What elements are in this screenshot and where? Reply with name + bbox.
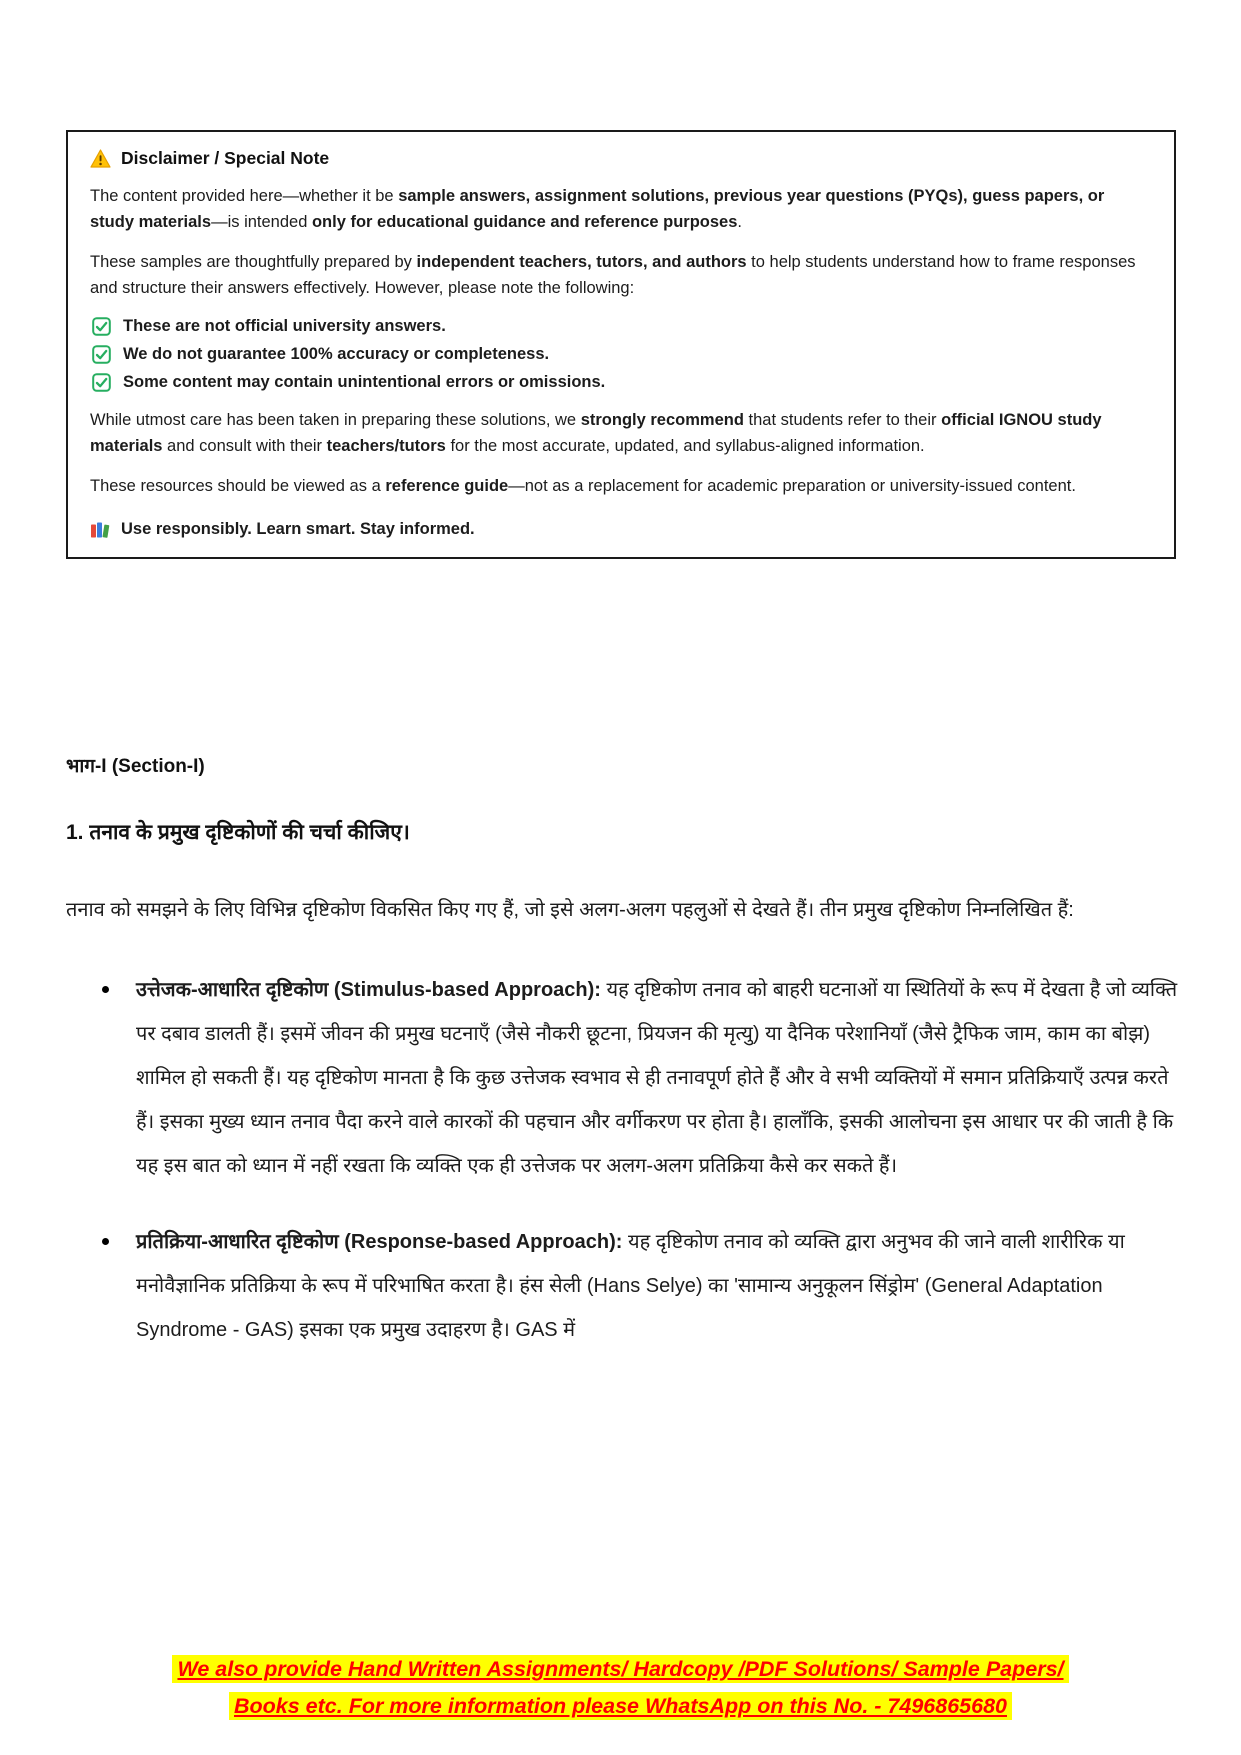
checklist-item-label: We do not guarantee 100% accuracy or completeness. — [123, 345, 550, 364]
disclaimer-paragraph-4: These resources should be viewed as a reference guide—not as a replacement for academic preparation or university-issued content. — [90, 477, 1076, 496]
promo-line-2: Books etc. For more information please WhatsApp on this No. - 7496865680 — [229, 1692, 1012, 1720]
bullet-icon — [102, 1238, 109, 1245]
checklist-item-label: These are not official university answers. — [123, 317, 446, 336]
checklist-item-label: Some content may contain unintentional errors or omissions. — [123, 373, 606, 392]
green-check-icon — [92, 345, 111, 364]
main-content — [66, 752, 1178, 1384]
green-check-icon — [92, 373, 111, 392]
disclaimer-closing-note: Use responsibly. Learn smart. Stay informed. — [121, 519, 475, 538]
disclaimer-paragraph-2: These samples are thoughtfully prepared by independent teachers, tutors, and authors to help students understand how to frame responses and structure their answers effectively. However, please note the following: — [90, 253, 1136, 297]
warning-triangle-icon — [90, 149, 111, 168]
promo-line-1: We also provide Hand Written Assignments/ Hardcopy /PDF Solutions/ Sample Papers/ — [172, 1655, 1068, 1683]
list-item-response-approach — [66, 1220, 1178, 1352]
disclaimer-title: Disclaimer / Special Note — [121, 148, 330, 168]
approach-list — [66, 968, 1178, 1352]
disclaimer-closing-row — [90, 520, 1148, 539]
books-icon — [90, 520, 111, 539]
list-item-text: प्रतिक्रिया-आधारित दृष्टिकोण (Response-based Approach): यह दृष्टिकोण तनाव को व्यक्ति द्वारा अनुभव की जाने वाली शारीरिक या मनोवैज्ञानिक प्रतिक्रिया के रूप में परिभाषित करता है। हंस सेली (Hans Selye) का 'सामान्य अनुकूलन सिंड्रोम' (General Adaptation Syndrome - GAS) इसका एक प्रमुख उदाहरण है। GAS में — [136, 1231, 1125, 1341]
list-item-stimulus-approach — [66, 968, 1178, 1188]
section-heading: भाग-I (Section-I) — [66, 756, 205, 777]
disclaimer-paragraph-3: While utmost care has been taken in preparing these solutions, we strongly recommend that students refer to their official IGNOU study materials and consult with their teachers/tutors for the most accurate, updated, and syllabus-aligned information. — [90, 411, 1102, 455]
disclaimer-box — [66, 130, 1176, 559]
disclaimer-title-row — [90, 148, 1148, 169]
intro-paragraph: तनाव को समझने के लिए विभिन्न दृष्टिकोण विकसित किए गए हैं, जो इसे अलग-अलग पहलुओं से देखते हैं। तीन प्रमुख दृष्टिकोण निम्नलिखित हैं: — [66, 899, 1074, 921]
promo-footer — [0, 1651, 1241, 1725]
disclaimer-paragraph-1: The content provided here—whether it be sample answers, assignment solutions, previous year questions (PYQs), guess papers, or study materials—is intended only for educational guidance and reference purposes. — [90, 187, 1105, 231]
question-heading: 1. तनाव के प्रमुख दृष्टिकोणों की चर्चा कीजिए। — [66, 821, 410, 844]
checklist-item — [92, 345, 1148, 364]
bullet-icon — [102, 986, 109, 993]
list-item-text: उत्तेजक-आधारित दृष्टिकोण (Stimulus-based Approach): यह दृष्टिकोण तनाव को बाहरी घटनाओं या स्थितियों के रूप में देखता है जो व्यक्ति पर दबाव डालती हैं। इसमें जीवन की प्रमुख घटनाएँ (जैसे नौकरी छूटना, प्रियजन की मृत्यु) या दैनिक परेशानियाँ (जैसे ट्रैफिक जाम, काम का बोझ) शामिल हो सकती हैं। यह दृष्टिकोण मानता है कि कुछ उत्तेजक स्वभाव से ही तनावपूर्ण होते हैं और वे सभी व्यक्तियों में समान प्रतिक्रियाएँ उत्पन्न करते हैं। इसका मुख्य ध्यान तनाव पैदा करने वाले कारकों की पहचान और वर्गीकरण पर होता है। हालाँकि, इसकी आलोचना इस आधार पर की जाती है कि यह इस बात को ध्यान में नहीं रखता कि व्यक्ति एक ही उत्तेजक पर अलग-अलग प्रतिक्रिया कैसे कर सकते हैं। — [136, 979, 1178, 1177]
disclaimer-checklist — [92, 317, 1148, 392]
green-check-icon — [92, 317, 111, 336]
checklist-item — [92, 373, 1148, 392]
checklist-item — [92, 317, 1148, 336]
